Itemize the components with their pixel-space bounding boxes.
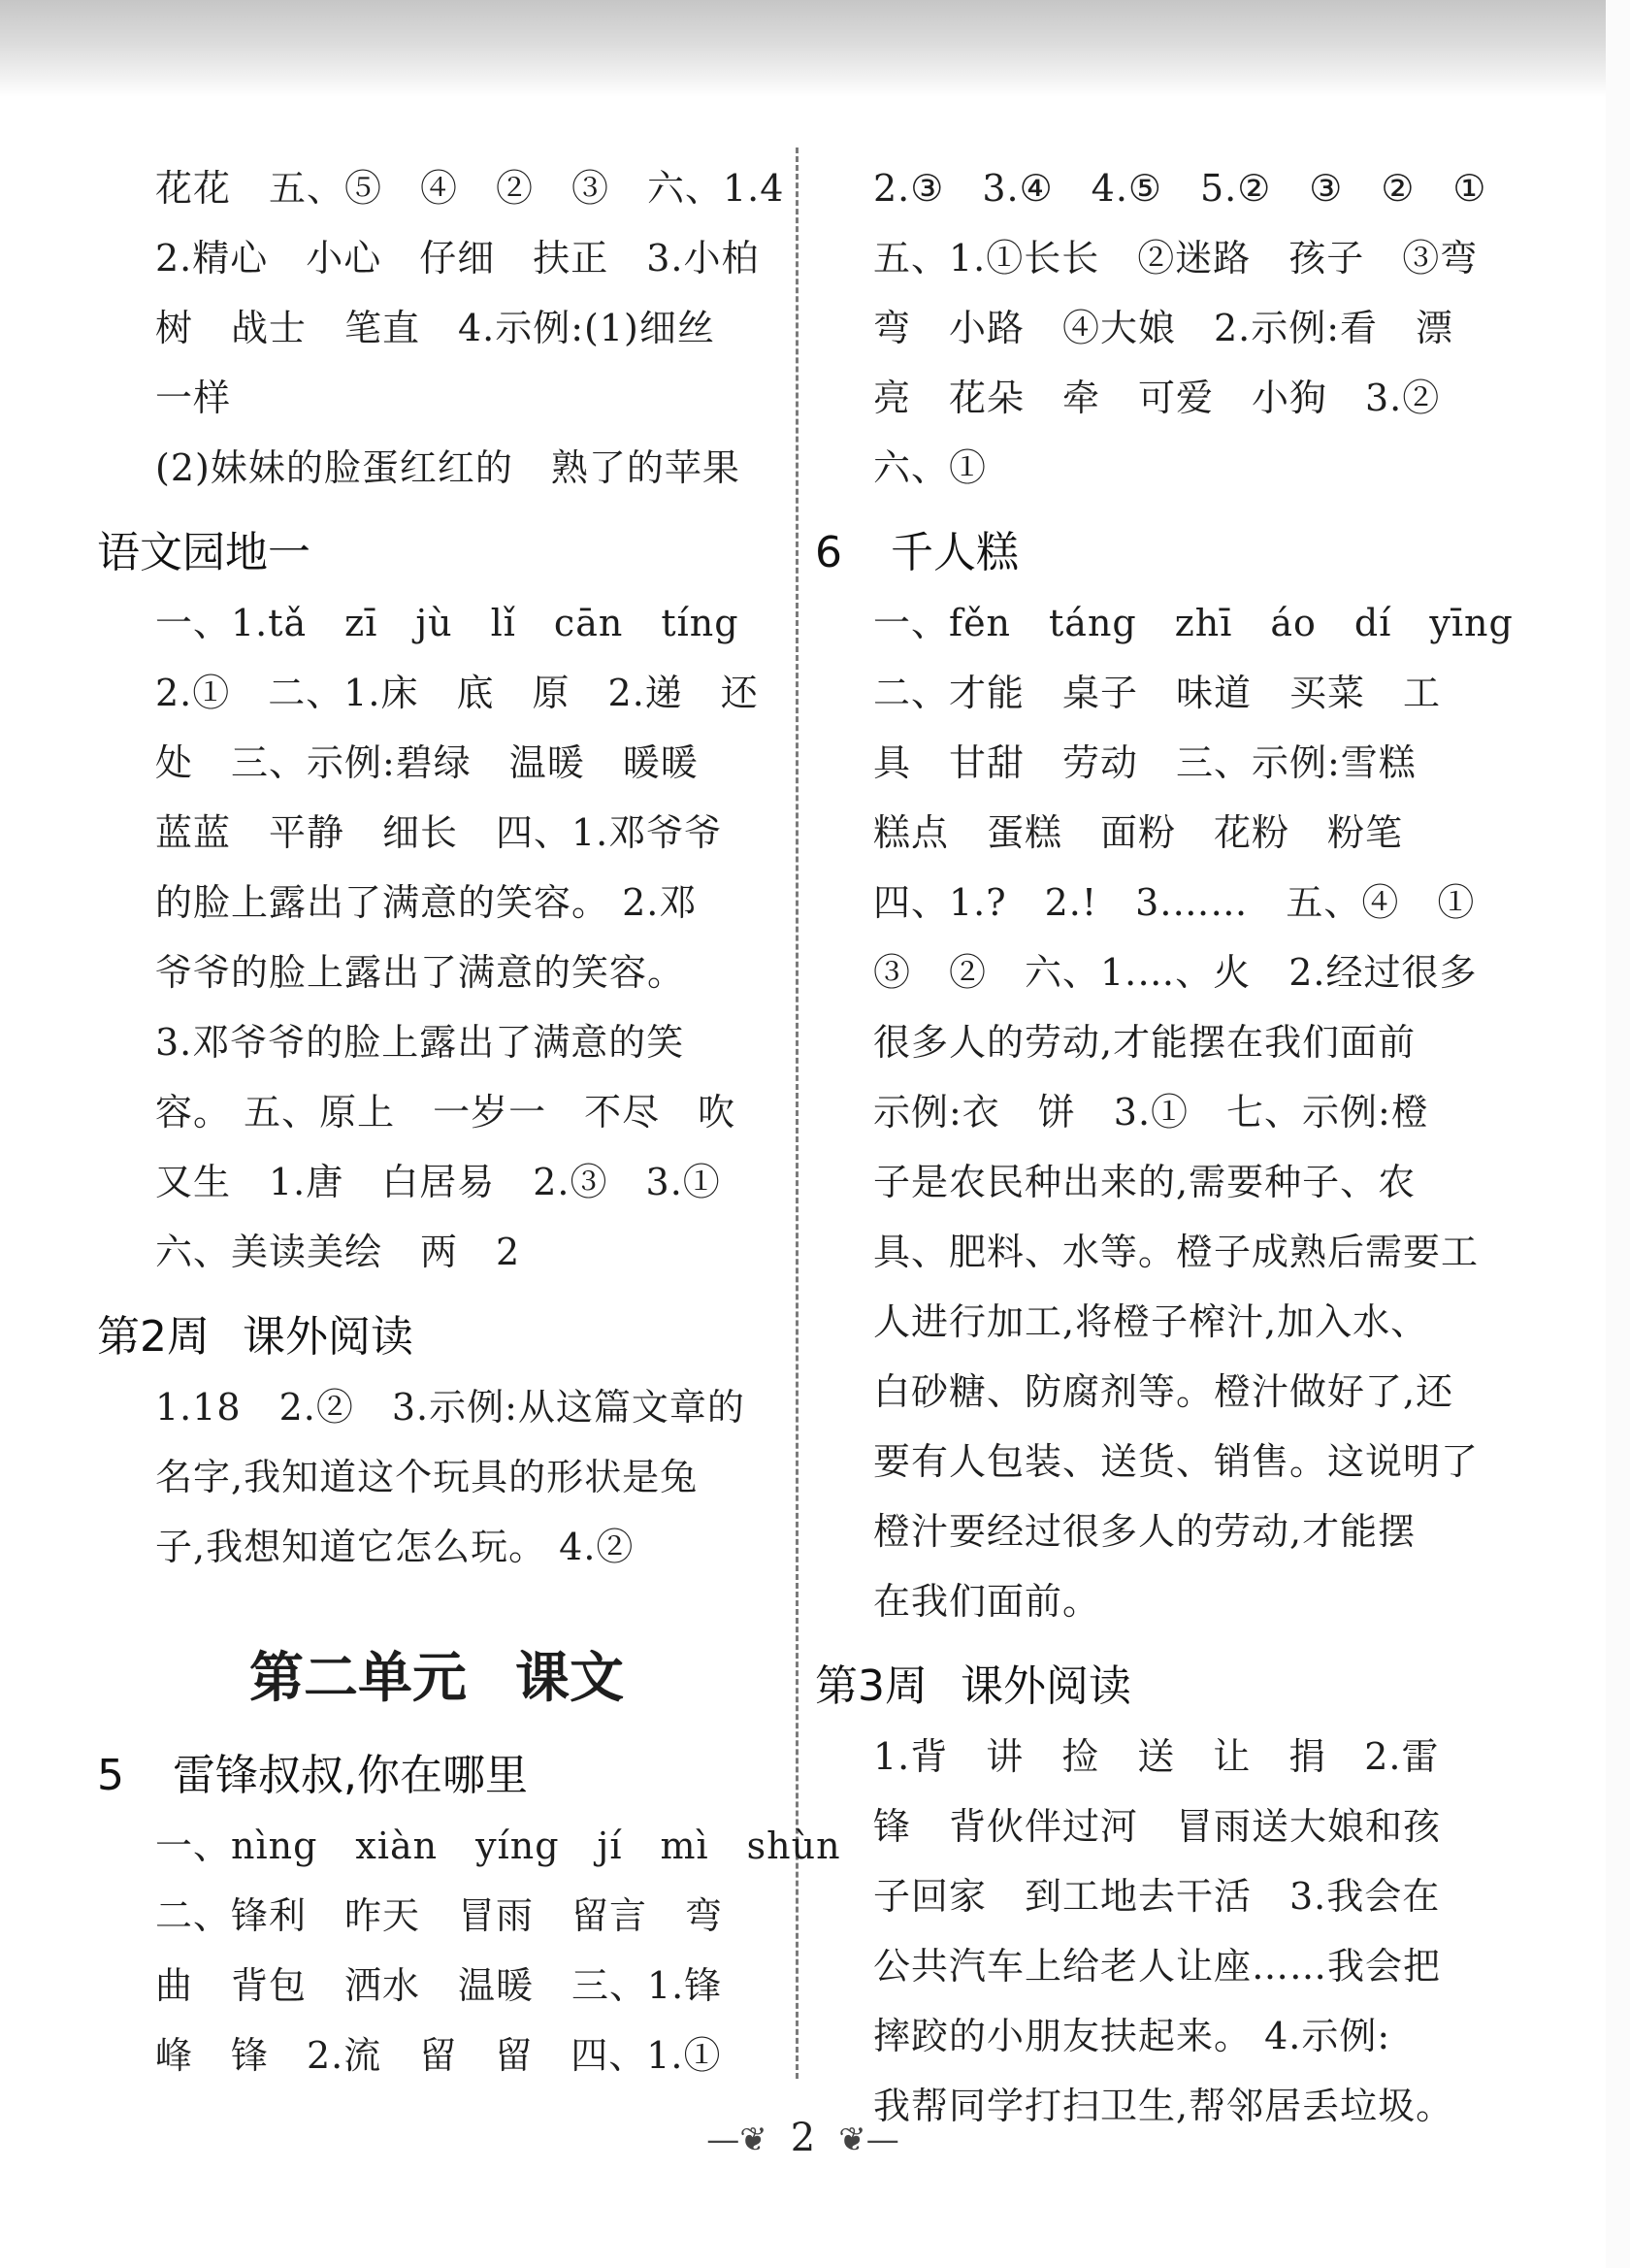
column-divider [796, 148, 799, 2079]
leaf-ornament-icon: —❦ [706, 2120, 767, 2159]
leaf-ornament-icon: ❦— [838, 2120, 899, 2159]
answer-line: 一、fěn táng zhī áo dí yīng [873, 602, 1514, 644]
lesson-title-5 [97, 1741, 776, 1811]
section-title-yuwen-yuandi: 语文园地一 [97, 528, 310, 577]
answer-line: 在我们面前。 [873, 1580, 1101, 1623]
answer-line: (2)妹妹的脸蛋红红的 熟了的苹果 [155, 446, 740, 489]
answer-line: 的脸上露出了满意的笑容。 2.邓 [155, 881, 698, 924]
answer-line: 橙汁要经过很多人的劳动,才能摆 [873, 1510, 1417, 1553]
lesson-title-6 [815, 518, 1494, 588]
right-column [815, 153, 1514, 2141]
unit-title-sub: 课文 [515, 1647, 624, 1710]
week-label: 第2周 [97, 1312, 210, 1362]
answer-line: 六、① [873, 446, 988, 489]
left-column [97, 153, 841, 2090]
answer-line: 峰 锋 2.流 留 留 四、1.① [155, 2034, 722, 2077]
lesson-name: 千人糕 [891, 528, 1019, 577]
answer-line: 弯 小路 ④大娘 2.示例:看 漂 [873, 307, 1454, 349]
answer-line: 白砂糖、防腐剂等。橙汁做好了,还 [873, 1370, 1454, 1413]
answer-line: 锋 背伙伴过河 冒雨送大娘和孩 [873, 1805, 1442, 1848]
answer-line: ③ ② 六、1.…、火 2.经过很多 [873, 951, 1478, 994]
answer-line: 子是农民种出来的,需要种子、农 [873, 1161, 1417, 1203]
answer-line: 二、锋利 昨天 冒雨 留言 弯 [155, 1894, 724, 1937]
answer-line: 1.背 讲 捡 送 让 捐 2.雷 [873, 1735, 1440, 1778]
answer-line: 2.③ 3.④ 4.⑤ 5.② ③ ② ① [873, 167, 1487, 210]
answer-line: 摔跤的小朋友扶起来。 4.示例: [873, 2015, 1391, 2057]
section-title-week3 [815, 1652, 1494, 1722]
section-title-week2 [97, 1302, 776, 1372]
answer-line: 子,我想知道它怎么玩。 4.② [155, 1526, 635, 1568]
answer-line: 一、nìng xiàn yíng jí mì shùn [155, 1824, 841, 1867]
lesson-name: 雷锋叔叔,你在哪里 [173, 1751, 528, 1800]
unit-title-main: 第二单元 [249, 1647, 467, 1710]
answer-line: 爷爷的脸上露出了满意的笑容。 [155, 951, 686, 994]
answer-line: 名字,我知道这个玩具的形状是兔 [155, 1456, 699, 1498]
answer-line: 容。 五、原上 一岁一 不尽 吹 [155, 1091, 736, 1134]
lesson-number: 6 [815, 528, 842, 577]
answer-line: 五、1.①长长 ②迷路 孩子 ③弯 [873, 237, 1479, 279]
answer-line: 一、1.tǎ zī jù lǐ cān tíng [155, 602, 739, 644]
week-topic: 课外阅读 [243, 1312, 413, 1362]
answer-line: 四、1.? 2.! 3.…… 五、④ ① [873, 881, 1476, 924]
answer-line: 公共汽车上给老人让座……我会把 [873, 1945, 1442, 1988]
answer-line: 蓝蓝 平静 细长 四、1.邓爷爷 [155, 811, 723, 854]
page-header-band [0, 0, 1606, 97]
answer-line: 很多人的劳动,才能摆在我们面前 [873, 1021, 1417, 1064]
answer-line: 又生 1.唐 白居易 2.③ 3.① [155, 1161, 721, 1203]
answer-line: 具、肥料、水等。橙子成熟后需要工 [873, 1231, 1480, 1273]
answer-line: 3.邓爷爷的脸上露出了满意的笑 [155, 1021, 685, 1064]
answer-line: 曲 背包 洒水 温暖 三、1.锋 [155, 1964, 723, 2007]
answer-line: 2.精心 小心 仔细 扶正 3.小柏 [155, 237, 760, 279]
week-label: 第3周 [815, 1661, 928, 1711]
answer-line: 人进行加工,将橙子榨汁,加入水、 [873, 1300, 1429, 1343]
answer-line: 糕点 蛋糕 面粉 花粉 粉笔 [873, 811, 1404, 854]
answer-line: 我帮同学打扫卫生,帮邻居丢垃圾。 [873, 2085, 1454, 2127]
answer-line: 六、美读美绘 两 2 [155, 1231, 521, 1273]
answer-line: 示例:衣 饼 3.① 七、示例:橙 [873, 1091, 1429, 1134]
answer-line: 二、才能 桌子 味道 买菜 工 [873, 672, 1442, 714]
answer-line: 2.① 二、1.床 底 原 2.递 还 [155, 672, 759, 714]
answer-line: 花花 五、⑤ ④ ② ③ 六、1.4 [155, 167, 785, 210]
answer-line: 处 三、示例:碧绿 温暖 暖暖 [155, 741, 699, 784]
lesson-number: 5 [97, 1751, 124, 1800]
answer-line: 要有人包装、送货、销售。这说明了 [873, 1440, 1480, 1483]
answer-line: 子回家 到工地去干活 3.我会在 [873, 1875, 1441, 1918]
answer-line: 一样 [155, 377, 232, 419]
week-topic: 课外阅读 [961, 1661, 1131, 1711]
answer-line: 亮 花朵 牵 可爱 小狗 3.② [873, 377, 1441, 419]
page-number: 2 [790, 2116, 816, 2160]
answer-line: 具 甘甜 劳动 三、示例:雪糕 [873, 741, 1417, 784]
answer-line: 树 战士 笔直 4.示例:(1)细丝 [155, 307, 715, 349]
unit-title [97, 1632, 776, 1726]
page-footer [0, 2104, 1606, 2172]
answer-line: 1.18 2.② 3.示例:从这篇文章的 [155, 1386, 745, 1429]
page-right-margin [1606, 0, 1630, 2268]
